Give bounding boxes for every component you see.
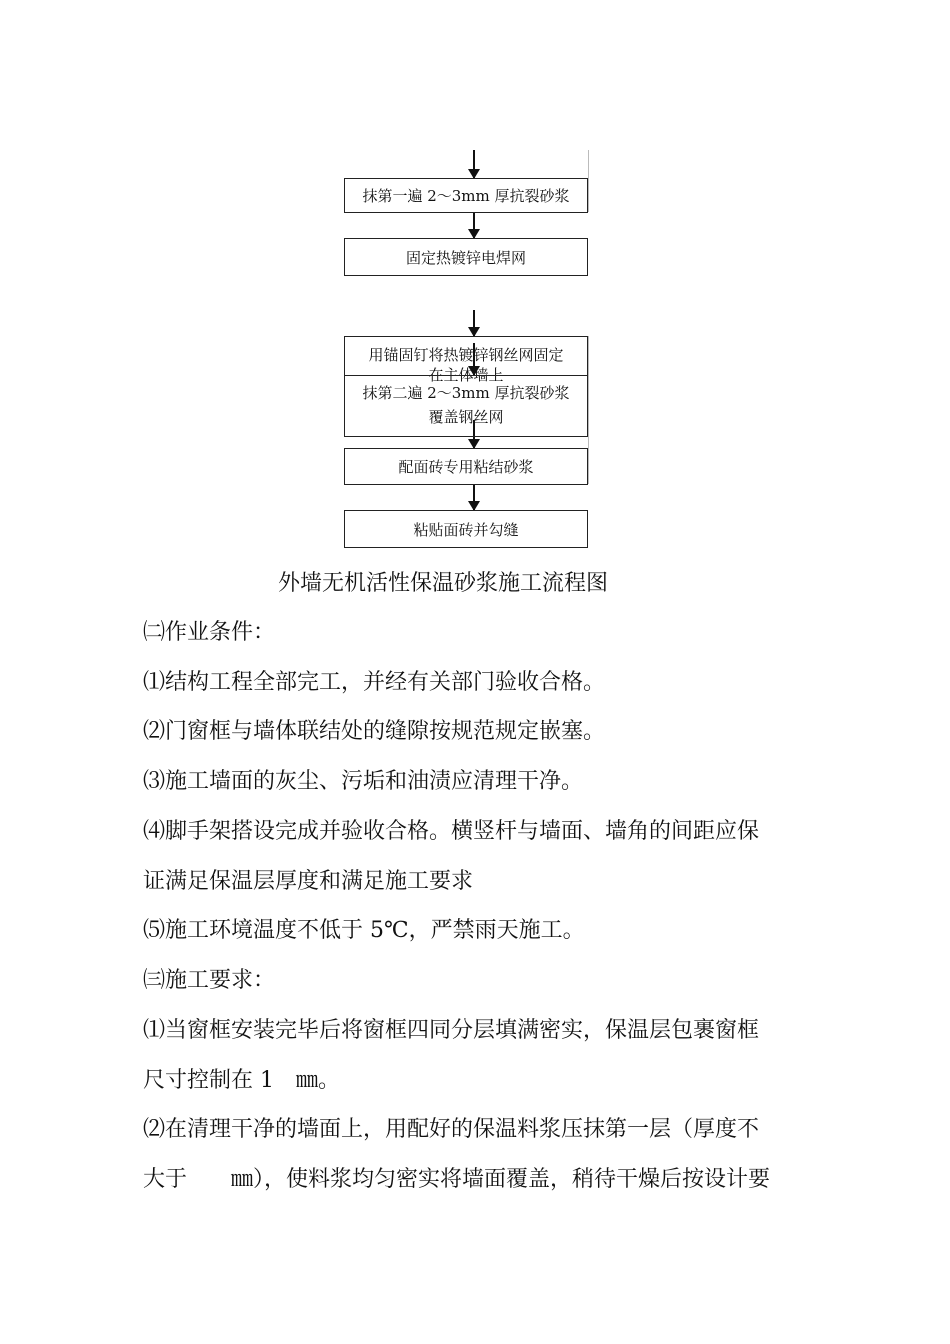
- flow-step-text-line2: 覆盖钢丝网: [428, 408, 504, 426]
- flow-arrow: [473, 484, 475, 510]
- body-line: 证满足保温层厚度和满足施工要求: [143, 869, 474, 894]
- flow-step-2: [344, 238, 588, 276]
- body-line: ⑴结构工程全部完工，并经有关部门验收合格。: [143, 670, 606, 695]
- flow-arrow: [473, 310, 475, 336]
- construction-flowchart: [0, 0, 950, 560]
- flow-step-text: 固定热镀锌电焊网: [405, 249, 526, 267]
- body-line: ⑷脚手架搭设完成并验收合格。横竖杆与墙面、墙角的间距应保: [143, 819, 760, 844]
- body-line: 尺寸控制在 1 ㎜。: [143, 1068, 340, 1093]
- section-heading-conditions: ㈡作业条件：: [143, 620, 276, 645]
- body-line: ⑵门窗框与墙体联结处的缝隙按规范规定嵌塞。: [143, 719, 606, 744]
- body-line: ⑶施工墙面的灰尘、污垢和油渍应清理干净。: [143, 769, 584, 794]
- body-line: ⑸施工环境温度不低于 5℃，严禁雨天施工。: [143, 918, 585, 943]
- body-line: ⑵在清理干净的墙面上，用配好的保温料浆压抹第一层（厚度不: [143, 1117, 760, 1142]
- flow-step-4: [344, 375, 588, 437]
- body-line: ⑴当窗框安装完毕后将窗框四同分层填满密实，保温层包裹窗框: [143, 1018, 760, 1043]
- flow-arrow: [473, 150, 475, 178]
- guide-line: [588, 150, 589, 212]
- flow-step-text-line1: 用锚固钉将热镀锌钢丝网固定: [368, 346, 564, 364]
- flow-step-text: 粘贴面砖并勾缝: [413, 521, 519, 539]
- flow-step-5: [344, 448, 588, 485]
- guide-line: [588, 336, 589, 484]
- section-heading-requirements: ㈢施工要求：: [143, 968, 276, 993]
- body-line: 大于 ㎜），使料浆均匀密实将墙面覆盖，稍待干燥后按设计要: [143, 1167, 771, 1192]
- flow-step-text: 配面砖专用粘结砂浆: [398, 458, 534, 476]
- flow-step-1: [344, 178, 588, 213]
- flow-arrow: [473, 212, 475, 238]
- flow-step-6: [344, 510, 588, 548]
- flow-step-text-line2: 在主体墙上: [428, 366, 504, 384]
- flow-step-3: [344, 336, 588, 384]
- flow-step-text-line1: 抹第二遍 2～3mm 厚抗裂砂浆: [362, 384, 570, 402]
- flow-step-text: 抹第一遍 2～3mm 厚抗裂砂浆: [362, 187, 570, 205]
- flowchart-caption: 外墙无机活性保温砂浆施工流程图: [277, 571, 608, 596]
